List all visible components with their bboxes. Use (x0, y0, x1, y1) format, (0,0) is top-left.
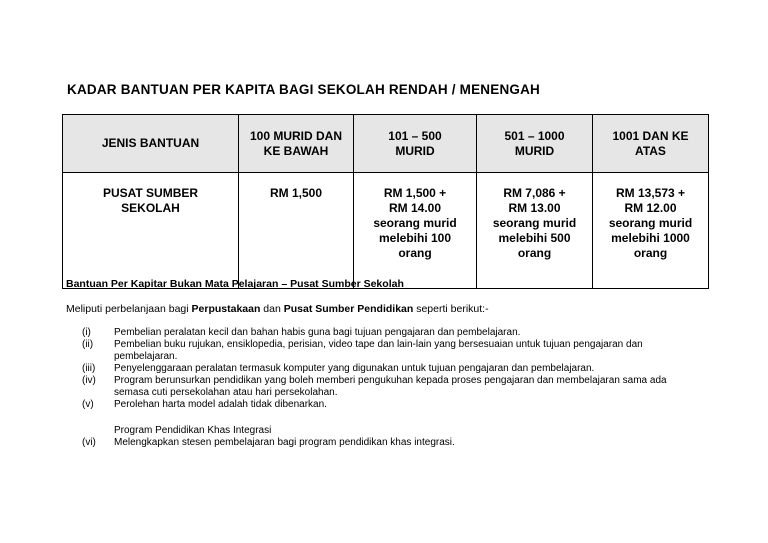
header-text: 100 MURID DAN (249, 128, 342, 143)
list-item (82, 327, 702, 339)
header-text: 501 – 1000 (504, 128, 565, 143)
cell-text: seorang murid (608, 216, 693, 230)
cell-text: orang (398, 246, 432, 260)
table-cell (477, 173, 593, 289)
list-number: (v) (82, 399, 94, 410)
cell-text: melebihi 100 (378, 231, 452, 245)
header-text: JENIS BANTUAN (101, 136, 200, 150)
list-text: Pembelian peralatan kecil dan bahan habis guna bagi tujuan pengajaran dan pembelajaran. (114, 327, 521, 338)
cell-text: RM 13.00 (508, 201, 561, 215)
list-text: Penyelenggaraan peralatan termasuk komputer yang digunakan untuk tujuan pengajaran dan pembelajaran. (114, 363, 595, 374)
cell-text: orang (517, 246, 552, 260)
header-text: KE BAWAH (263, 143, 329, 158)
cell-text: RM 1,500 + (383, 186, 447, 200)
header-text: 1001 DAN KE (612, 128, 689, 143)
intro-paragraph (66, 303, 489, 315)
table-cell (354, 173, 477, 289)
cell-text: melebihi 500 (498, 231, 571, 245)
header-cell (354, 115, 477, 173)
group-title: Program Pendidikan Khas Integrasi (114, 425, 272, 436)
cell-text: orang (633, 246, 668, 260)
header-text: MURID (395, 143, 435, 158)
list-number: (ii) (82, 339, 94, 350)
cell-text: RM 1,500 (269, 186, 323, 200)
intro-text: dan (260, 303, 284, 315)
rates-table (62, 114, 709, 289)
list-number: (i) (82, 327, 91, 338)
list-number: (vi) (82, 437, 96, 448)
table-cell (63, 173, 239, 289)
intro-bold-text: Pusat Sumber Pendidikan (283, 303, 414, 315)
header-cell (593, 115, 709, 173)
list-item (82, 339, 702, 363)
intro-bold-text: Perpustakaan (191, 303, 261, 315)
cell-text: RM 12.00 (624, 201, 677, 215)
list-item (82, 437, 702, 449)
list-text: Program berunsurkan pendidikan yang boleh memberi pengukuhan kepada proses pengajaran dan membelajaran sama ada semasa cuti persekolahan atau hari persekolahan. (114, 375, 667, 398)
cell-text: RM 13,573 + (615, 186, 686, 200)
header-text: ATAS (635, 143, 666, 158)
list-text: Pembelian buku rujukan, ensiklopedia, perisian, video tape dan lain-lain yang bersesuaian untuk tujuan pengajaran dan pembelajaran. (114, 339, 643, 362)
list-item (82, 375, 702, 399)
list-item (82, 399, 702, 411)
list-number: (iv) (82, 375, 96, 386)
list-number: (iii) (82, 363, 96, 374)
table-row (63, 173, 709, 289)
cell-text: RM 7,086 + (503, 186, 566, 200)
list-text: Melengkapkan stesen pembelajaran bagi program pendidikan khas integrasi. (114, 437, 455, 448)
table-cell (239, 173, 354, 289)
expense-list (82, 327, 702, 449)
header-cell (477, 115, 593, 173)
table-header-row (63, 115, 709, 173)
cell-text: seorang murid (492, 216, 577, 230)
table-cell (593, 173, 709, 289)
cell-text: SEKOLAH (121, 201, 180, 215)
cell-text: melebihi 1000 (611, 231, 690, 245)
header-text: MURID (514, 143, 555, 158)
header-cell (63, 115, 239, 173)
header-text: 101 – 500 (388, 128, 442, 143)
cell-text: RM 14.00 (388, 201, 442, 215)
intro-text: Meliputi perbelanjaan bagi (66, 303, 192, 315)
list-item (82, 363, 702, 375)
cell-text: seorang murid (373, 216, 457, 230)
intro-text: seperti berikut:- (413, 303, 489, 315)
list-text: Perolehan harta model adalah tidak dibenarkan. (114, 399, 327, 410)
header-cell (239, 115, 354, 173)
cell-text: PUSAT SUMBER (102, 186, 199, 200)
section-subheading: Bantuan Per Kapitar Bukan Mata Pelajaran – Pusat Sumber Sekolah (66, 278, 404, 290)
page-title: KADAR BANTUAN PER KAPITA BAGI SEKOLAH RENDAH / MENENGAH (67, 82, 541, 97)
